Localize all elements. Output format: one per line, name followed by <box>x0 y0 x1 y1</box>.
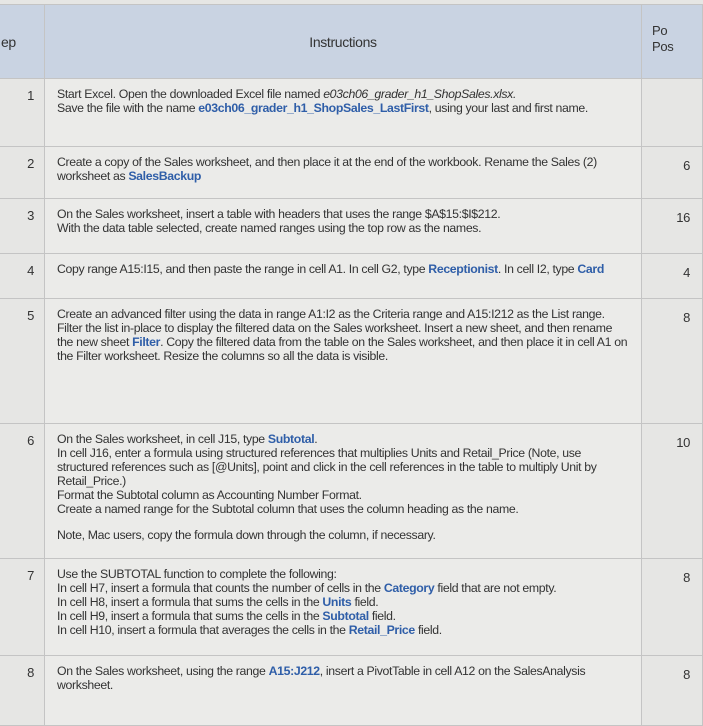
highlighted-term: Subtotal <box>267 432 315 446</box>
instruction-line <box>57 155 631 183</box>
instruction-text: Copy range A15:I15, and then paste the range in cell A1. In cell G2, type <box>57 262 429 276</box>
instruction-text: . In cell I2, type <box>497 262 578 276</box>
instruction-text: field. <box>351 595 379 609</box>
step-number: 2 <box>0 147 45 199</box>
instruction-text: In cell H8, insert a formula that sums the cells in the <box>57 595 323 609</box>
instruction-line <box>57 321 631 363</box>
instruction-line <box>57 488 631 502</box>
points-header-line2: Pos <box>652 39 674 54</box>
instruction-cell <box>45 656 642 726</box>
instruction-line <box>57 595 631 609</box>
points-possible: 8 <box>642 559 703 656</box>
table-row <box>0 147 703 199</box>
instruction-line <box>57 432 631 446</box>
instruction-text: Create a copy of the Sales worksheet, and then place it at the end of the workbook. Rename the Sales (2) worksheet as <box>57 155 597 183</box>
highlighted-term: SalesBackup <box>128 169 202 183</box>
table-row <box>0 559 703 656</box>
instruction-line <box>57 581 631 595</box>
instruction-cell <box>45 147 642 199</box>
points-possible <box>642 79 703 147</box>
instruction-line <box>57 221 631 235</box>
highlighted-term: Units <box>322 595 352 609</box>
points-possible: 10 <box>642 424 703 559</box>
header-row <box>0 5 703 79</box>
instruction-cell <box>45 559 642 656</box>
instruction-text: In cell H9, insert a formula that sums the cells in the <box>57 609 323 623</box>
instruction-text: On the Sales worksheet, in cell J15, type <box>57 432 268 446</box>
highlighted-term: e03ch06_grader_h1_ShopSales_LastFirst <box>198 101 429 115</box>
points-header <box>642 5 703 79</box>
table-row <box>0 199 703 254</box>
table-row <box>0 254 703 299</box>
step-number: 7 <box>0 559 45 656</box>
instruction-cell <box>45 199 642 254</box>
table-row <box>0 79 703 147</box>
instruction-line <box>57 609 631 623</box>
instruction-text: In cell H7, insert a formula that counts the number of cells in the <box>57 581 384 595</box>
instruction-text: . <box>314 432 318 446</box>
step-number: 6 <box>0 424 45 559</box>
instruction-line <box>57 528 631 542</box>
step-number: 5 <box>0 299 45 424</box>
instruction-text: On the Sales worksheet, using the range <box>57 664 269 678</box>
instruction-cell <box>45 254 642 299</box>
instruction-text: , using your last and first name. <box>428 101 588 115</box>
instruction-text: Filter the list in-place to display the filtered data on the Sales worksheet. Insert a new sheet, and then rename the new sheet <box>57 321 613 349</box>
instructions-header: Instructions <box>45 5 642 79</box>
highlighted-term: Receptionist <box>428 262 498 276</box>
points-possible: 8 <box>642 299 703 424</box>
instruction-line <box>57 502 631 516</box>
instruction-line <box>57 664 631 692</box>
instruction-text: In cell H10, insert a formula that averages the cells in the <box>57 623 349 637</box>
instruction-line <box>57 567 631 581</box>
instruction-text: Save the file with the name <box>57 101 199 115</box>
highlighted-term: Retail_Price <box>348 623 415 637</box>
instruction-line <box>57 207 631 221</box>
instruction-text: Start Excel. Open the downloaded Excel file named <box>57 87 324 101</box>
step-number: 1 <box>0 79 45 147</box>
instruction-text: field. <box>368 609 396 623</box>
step-number: 3 <box>0 199 45 254</box>
step-header: ep <box>0 5 45 79</box>
instruction-line <box>57 101 631 115</box>
table-row <box>0 424 703 559</box>
instruction-line <box>57 623 631 637</box>
instruction-cell <box>45 424 642 559</box>
instruction-text: Format the Subtotal column as Accounting Number Format. <box>57 488 362 502</box>
table-row <box>0 656 703 726</box>
instruction-text: e03ch06_grader_h1_ShopSales.xlsx. <box>323 87 517 101</box>
instruction-text: In cell J16, enter a formula using structured references that multiplies Units and Retail_Price (Note, use structured references such as [@Units], point and click in the cell references in the table to multiply Unit by Retail_Price.) <box>57 446 597 488</box>
highlighted-term: Card <box>577 262 604 276</box>
highlighted-term: Filter <box>132 335 161 349</box>
instruction-cell <box>45 299 642 424</box>
points-header-line1: Po <box>652 23 668 38</box>
highlighted-term: Subtotal <box>322 609 369 623</box>
instruction-line <box>57 446 631 488</box>
instruction-text: Create a named range for the Subtotal column that uses the column heading as the name. <box>57 502 519 516</box>
instruction-line <box>57 692 631 704</box>
instruction-text: On the Sales worksheet, insert a table with headers that uses the range $A$15:$I$212. <box>57 207 501 221</box>
instruction-text: field. <box>414 623 442 637</box>
points-possible: 8 <box>642 656 703 726</box>
instruction-line <box>57 87 631 101</box>
step-number: 4 <box>0 254 45 299</box>
points-possible: 6 <box>642 147 703 199</box>
instruction-cell <box>45 79 642 147</box>
instruction-text: Create an advanced filter using the data in range A1:I2 as the Criteria range and A15:I212 as the List range. <box>57 307 605 321</box>
instruction-line <box>57 307 631 321</box>
table-row <box>0 299 703 424</box>
instruction-line <box>57 516 631 528</box>
instruction-line <box>57 262 631 276</box>
instruction-line <box>57 363 631 375</box>
instruction-text: Note, Mac users, copy the formula down through the column, if necessary. <box>57 528 436 542</box>
highlighted-term: Category <box>383 581 435 595</box>
instruction-text: field that are not empty. <box>434 581 557 595</box>
points-possible: 4 <box>642 254 703 299</box>
instruction-text: Use the SUBTOTAL function to complete the following: <box>57 567 337 581</box>
highlighted-term: A15:J212 <box>268 664 320 678</box>
points-possible: 16 <box>642 199 703 254</box>
step-number: 8 <box>0 656 45 726</box>
instruction-text: . Copy the filtered data from the table on the Sales worksheet, and then place it in cell A1 on the Filter worksheet. Resize the columns so all the data is visible. <box>57 335 628 363</box>
instruction-text: , insert a PivotTable in cell A12 on the SalesAnalysis worksheet. <box>57 664 586 692</box>
instructions-table <box>0 4 703 726</box>
instruction-text: With the data table selected, create named ranges using the top row as the names. <box>57 221 482 235</box>
